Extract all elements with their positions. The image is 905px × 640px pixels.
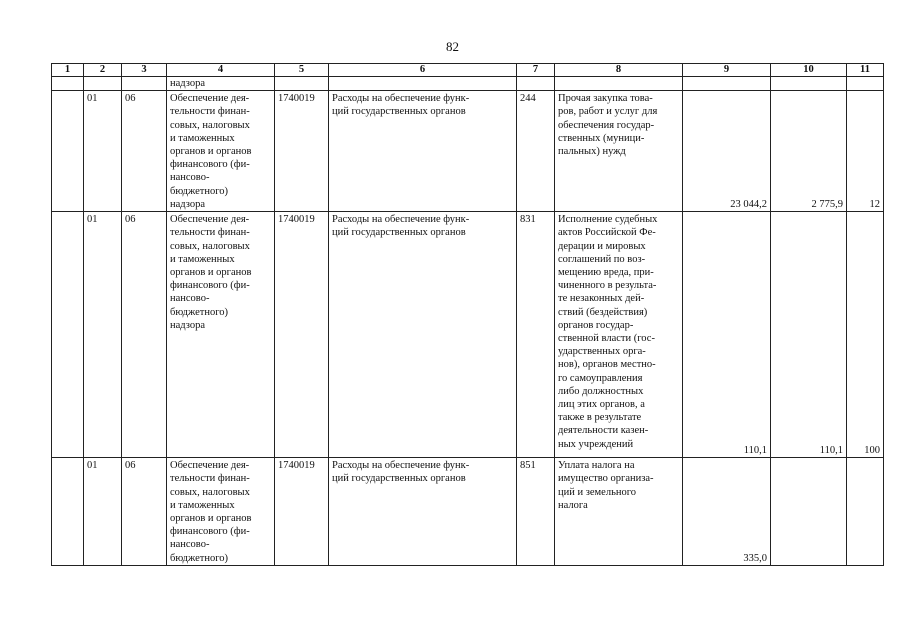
column-header: 3 (122, 64, 167, 77)
column-header: 7 (517, 64, 555, 77)
table-row (52, 212, 884, 458)
executed-amount-cell: 2 775,9 (771, 91, 847, 212)
subsection-code-cell: 06 (122, 212, 167, 458)
section-code-cell: 01 (84, 91, 122, 212)
expense-type-name-cell: Прочая закупка това- ров, работ и услуг для обеспечения государ- ственных (муници- пальных) нужд (555, 91, 683, 212)
section-code-cell: 01 (84, 458, 122, 566)
column-header: 6 (329, 64, 517, 77)
target-article-cell: 1740019 (275, 91, 329, 212)
execution-percent-cell (847, 458, 884, 566)
planned-amount-cell: 23 044,2 (683, 91, 771, 212)
function-description-cell: надзора (167, 77, 275, 91)
table-row (52, 458, 884, 566)
column-header: 5 (275, 64, 329, 77)
column-header: 11 (847, 64, 884, 77)
execution-percent-cell: 100 (847, 212, 884, 458)
column-header: 4 (167, 64, 275, 77)
section-code-cell: 01 (84, 212, 122, 458)
table-row-continuation (52, 77, 884, 91)
page-number: 82 (446, 39, 459, 54)
expense-type-code-cell: 244 (517, 91, 555, 212)
target-article-name-cell: Расходы на обеспечение функ- ций государственных органов (329, 212, 517, 458)
table-row (52, 91, 884, 212)
executed-amount-cell (771, 458, 847, 566)
target-article-cell: 1740019 (275, 458, 329, 566)
function-description-cell: Обеспечение дея- тельности финан- совых, налоговых и таможенных органов и органов финансового (фи- нансово- бюджетного) (167, 458, 275, 566)
column-header: 2 (84, 64, 122, 77)
execution-percent-cell: 12 (847, 91, 884, 212)
target-article-name-cell: Расходы на обеспечение функ- ций государственных органов (329, 458, 517, 566)
expense-type-name-cell: Уплата налога на имущество организа- ций и земельного налога (555, 458, 683, 566)
function-description-cell: Обеспечение дея- тельности финан- совых, налоговых и таможенных органов и органов финансового (фи- нансово- бюджетного) надзора (167, 91, 275, 212)
expense-type-name-cell: Исполнение судебных актов Российской Фе- дерации и мировых соглашений по воз- мещению вреда, при- чиненного в результа- те незаконных дей- ствий (бездействия) органов государ- ственной власти (гос- ударственных орга- нов), органов местно- го самоуправления либо должностных лиц этих органов, а также в результате деятельности казен- ных учреждений (555, 212, 683, 458)
column-header: 1 (52, 64, 84, 77)
subsection-code-cell: 06 (122, 91, 167, 212)
table-header-row (52, 64, 884, 77)
expense-type-code-cell: 851 (517, 458, 555, 566)
target-article-name-cell: Расходы на обеспечение функ- ций государственных органов (329, 91, 517, 212)
planned-amount-cell: 335,0 (683, 458, 771, 566)
function-description-cell: Обеспечение дея- тельности финан- совых, налоговых и таможенных органов и органов финансового (фи- нансово- бюджетного) надзора (167, 212, 275, 458)
target-article-cell: 1740019 (275, 212, 329, 458)
column-header: 8 (555, 64, 683, 77)
executed-amount-cell: 110,1 (771, 212, 847, 458)
expense-type-code-cell: 831 (517, 212, 555, 458)
column-header: 10 (771, 64, 847, 77)
budget-table (51, 63, 884, 566)
column-header: 9 (683, 64, 771, 77)
subsection-code-cell: 06 (122, 458, 167, 566)
planned-amount-cell: 110,1 (683, 212, 771, 458)
